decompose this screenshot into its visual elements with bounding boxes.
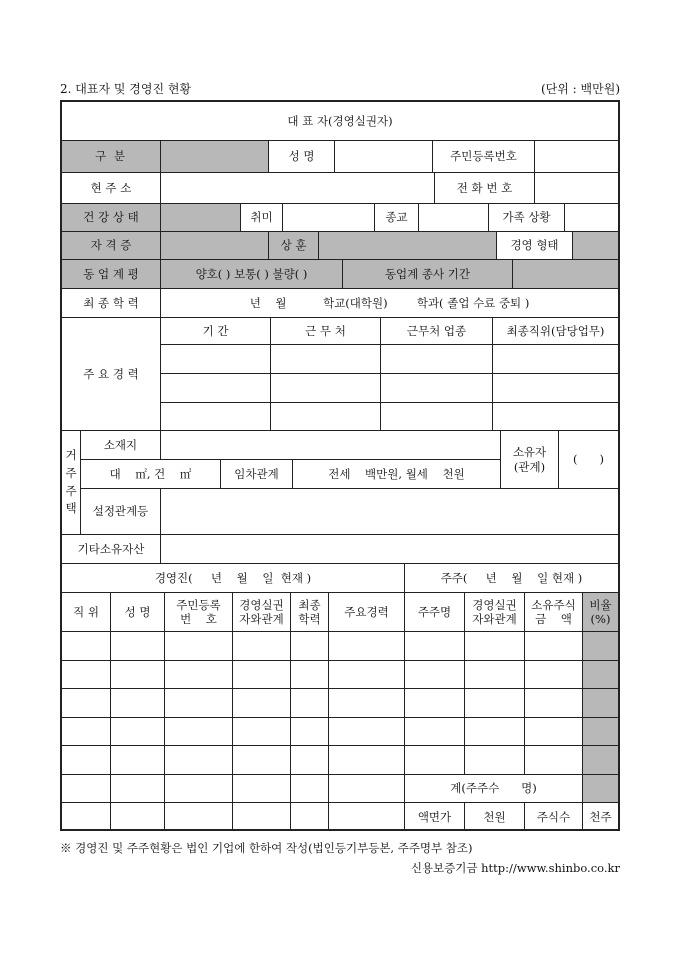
reputation-label: 동 업 계 평 — [62, 259, 160, 288]
mgmt-header-name: 성 명 — [110, 592, 164, 631]
owner-field[interactable]: ( ) — [558, 430, 618, 488]
management-cell[interactable] — [290, 745, 328, 774]
other-assets-field[interactable] — [160, 534, 618, 563]
education-field[interactable]: 년 월 학교(대학원) 학과( 졸업 수료 중퇴 ) — [160, 288, 618, 317]
unit-label: (단위 : 백만원) — [541, 82, 620, 96]
industry-period-field[interactable] — [512, 259, 618, 288]
career-cell[interactable] — [270, 344, 380, 373]
shareholder-cell[interactable] — [582, 660, 618, 688]
family-label: 가족 상황 — [488, 203, 564, 231]
source-credit: 신용보증기금 http://www.shinbo.co.kr — [410, 861, 620, 875]
shareholder-cell[interactable] — [404, 745, 464, 774]
management-cell[interactable] — [164, 660, 232, 688]
other-assets-label: 기타소유자산 — [62, 534, 160, 563]
career-cell[interactable] — [380, 373, 492, 402]
management-cell[interactable] — [328, 745, 404, 774]
management-cell[interactable] — [62, 802, 110, 831]
shareholder-cell[interactable] — [524, 660, 582, 688]
career-cell[interactable] — [492, 402, 618, 430]
management-cell[interactable] — [328, 774, 404, 802]
representative-form — [60, 100, 620, 831]
management-cell[interactable] — [110, 688, 164, 717]
education-label: 최 종 학 력 — [62, 288, 160, 317]
management-cell[interactable] — [110, 717, 164, 745]
management-cell[interactable] — [290, 660, 328, 688]
section-heading: 2. 대표자 및 경영진 현황 — [60, 82, 192, 96]
footnote: ※ 경영진 및 주주현황은 법인 기업에 한하여 작성(법인등기부등본, 주주명부 참조) — [60, 841, 473, 855]
management-cell[interactable] — [164, 631, 232, 660]
management-cell[interactable] — [232, 660, 290, 688]
sh-header-relation: 경영실권 자와관계 — [464, 592, 524, 631]
career-cell[interactable] — [270, 373, 380, 402]
residence-label: 거주주택 — [62, 430, 80, 534]
career-cell[interactable] — [160, 344, 270, 373]
religion-label: 종교 — [374, 203, 418, 231]
career-cell[interactable] — [160, 373, 270, 402]
address-label: 현 주 소 — [62, 172, 160, 203]
management-cell[interactable] — [290, 774, 328, 802]
shares-label: 주식수 — [524, 802, 582, 831]
shareholder-total: 계(주주수 명) — [404, 774, 582, 802]
mgmt-type-label: 경영 형태 — [496, 231, 572, 259]
management-cell[interactable] — [110, 745, 164, 774]
career-cell[interactable] — [380, 344, 492, 373]
career-cell[interactable] — [160, 402, 270, 430]
name-field[interactable] — [334, 140, 432, 172]
management-cell[interactable] — [62, 688, 110, 717]
category-label: 구 분 — [62, 140, 160, 172]
owner-label: 소유자 (관계) — [500, 430, 558, 488]
career-header-employer: 근 무 처 — [270, 317, 380, 344]
health-field[interactable] — [160, 203, 240, 231]
area-field[interactable]: 대 ㎡, 건 ㎡ — [80, 459, 220, 488]
shareholder-cell[interactable] — [464, 631, 524, 660]
ratio-cell[interactable] — [582, 774, 618, 802]
mgmt-type-field[interactable] — [572, 231, 618, 259]
management-cell[interactable] — [110, 660, 164, 688]
mgmt-header-position: 직 위 — [62, 592, 110, 631]
category-field[interactable] — [160, 140, 268, 172]
phone-label: 전 화 번 호 — [434, 172, 534, 203]
management-cell[interactable] — [164, 745, 232, 774]
management-cell[interactable] — [62, 631, 110, 660]
address-field[interactable] — [160, 172, 434, 203]
management-cell[interactable] — [164, 802, 232, 831]
shareholder-cell[interactable] — [404, 631, 464, 660]
health-label: 건 강 상 태 — [62, 203, 160, 231]
mgmt-header-career: 주요경력 — [328, 592, 404, 631]
shareholder-cell[interactable] — [404, 688, 464, 717]
lease-label: 임차관계 — [220, 459, 292, 488]
career-header-period: 기 간 — [160, 317, 270, 344]
shareholder-cell[interactable] — [524, 688, 582, 717]
management-cell[interactable] — [290, 688, 328, 717]
mgmt-header-resident-no: 주민등록 번 호 — [164, 592, 232, 631]
shareholder-cell[interactable] — [464, 688, 524, 717]
management-cell[interactable] — [328, 717, 404, 745]
shareholder-cell[interactable] — [524, 717, 582, 745]
shareholder-cell[interactable] — [524, 745, 582, 774]
management-title: 경영진( 년 월 일 현재 ) — [62, 563, 404, 592]
mgmt-header-relation: 경영실권 자와관계 — [232, 592, 290, 631]
resident-no-label: 주민등록번호 — [432, 140, 534, 172]
management-cell[interactable] — [164, 717, 232, 745]
phone-field[interactable] — [534, 172, 618, 203]
management-cell[interactable] — [62, 717, 110, 745]
management-cell[interactable] — [62, 660, 110, 688]
mortgage-field[interactable] — [160, 488, 618, 534]
name-label: 성 명 — [268, 140, 334, 172]
shareholder-cell[interactable] — [404, 660, 464, 688]
reputation-options[interactable]: 양호( ) 보통( ) 불량( ) — [160, 259, 342, 288]
sh-header-amount: 소유주식 금 액 — [524, 592, 582, 631]
shareholder-cell[interactable] — [582, 717, 618, 745]
management-cell[interactable] — [328, 802, 404, 831]
management-cell[interactable] — [164, 774, 232, 802]
family-field[interactable] — [564, 203, 618, 231]
representative-section-title: 대 표 자(경영실권자) — [287, 113, 393, 128]
award-field[interactable] — [318, 231, 496, 259]
management-cell[interactable] — [62, 745, 110, 774]
mgmt-header-education: 최종 학력 — [290, 592, 328, 631]
career-cell[interactable] — [380, 402, 492, 430]
qualification-label: 자 격 증 — [62, 231, 160, 259]
management-cell[interactable] — [328, 660, 404, 688]
award-label: 상 훈 — [268, 231, 318, 259]
management-cell[interactable] — [232, 688, 290, 717]
management-cell[interactable] — [110, 774, 164, 802]
management-cell[interactable] — [232, 745, 290, 774]
shareholder-cell[interactable] — [464, 717, 524, 745]
management-cell[interactable] — [290, 802, 328, 831]
shareholder-cell[interactable] — [524, 631, 582, 660]
shareholder-cell[interactable] — [582, 631, 618, 660]
career-label: 주 요 경 력 — [62, 317, 160, 430]
lease-field[interactable]: 전세 백만원, 월세 천원 — [292, 459, 500, 488]
sh-header-ratio: 비율 (%) — [582, 592, 618, 631]
management-cell[interactable] — [232, 717, 290, 745]
location-field[interactable] — [160, 430, 500, 459]
qualification-field[interactable] — [160, 231, 268, 259]
industry-period-label: 동업계 종사 기간 — [342, 259, 512, 288]
career-cell[interactable] — [492, 344, 618, 373]
management-cell[interactable] — [110, 631, 164, 660]
career-header-position: 최종직위(담당업무) — [492, 317, 618, 344]
religion-field[interactable] — [418, 203, 488, 231]
par-value-label: 액면가 — [404, 802, 464, 831]
shares-unit: 천주 — [582, 802, 618, 831]
management-cell[interactable] — [290, 631, 328, 660]
management-cell[interactable] — [164, 688, 232, 717]
hobby-label: 취미 — [240, 203, 282, 231]
management-cell[interactable] — [232, 774, 290, 802]
sh-header-name: 주주명 — [404, 592, 464, 631]
management-cell[interactable] — [328, 688, 404, 717]
shareholder-cell[interactable] — [464, 660, 524, 688]
resident-no-field[interactable] — [534, 140, 618, 172]
career-cell[interactable] — [270, 402, 380, 430]
career-cell[interactable] — [492, 373, 618, 402]
shareholders-title: 주주( 년 월 일 현재 ) — [404, 563, 618, 592]
management-cell[interactable] — [232, 631, 290, 660]
management-cell[interactable] — [232, 802, 290, 831]
management-cell[interactable] — [62, 774, 110, 802]
management-cell[interactable] — [110, 802, 164, 831]
management-cell[interactable] — [328, 631, 404, 660]
location-label: 소재지 — [80, 430, 160, 459]
shareholder-cell[interactable] — [582, 745, 618, 774]
hobby-field[interactable] — [282, 203, 374, 231]
career-header-industry: 근무처 업종 — [380, 317, 492, 344]
shareholder-cell[interactable] — [404, 717, 464, 745]
mortgage-label: 설정관계등 — [80, 488, 160, 534]
par-value-unit: 천원 — [464, 802, 524, 831]
management-cell[interactable] — [290, 717, 328, 745]
shareholder-cell[interactable] — [464, 745, 524, 774]
shareholder-cell[interactable] — [582, 688, 618, 717]
